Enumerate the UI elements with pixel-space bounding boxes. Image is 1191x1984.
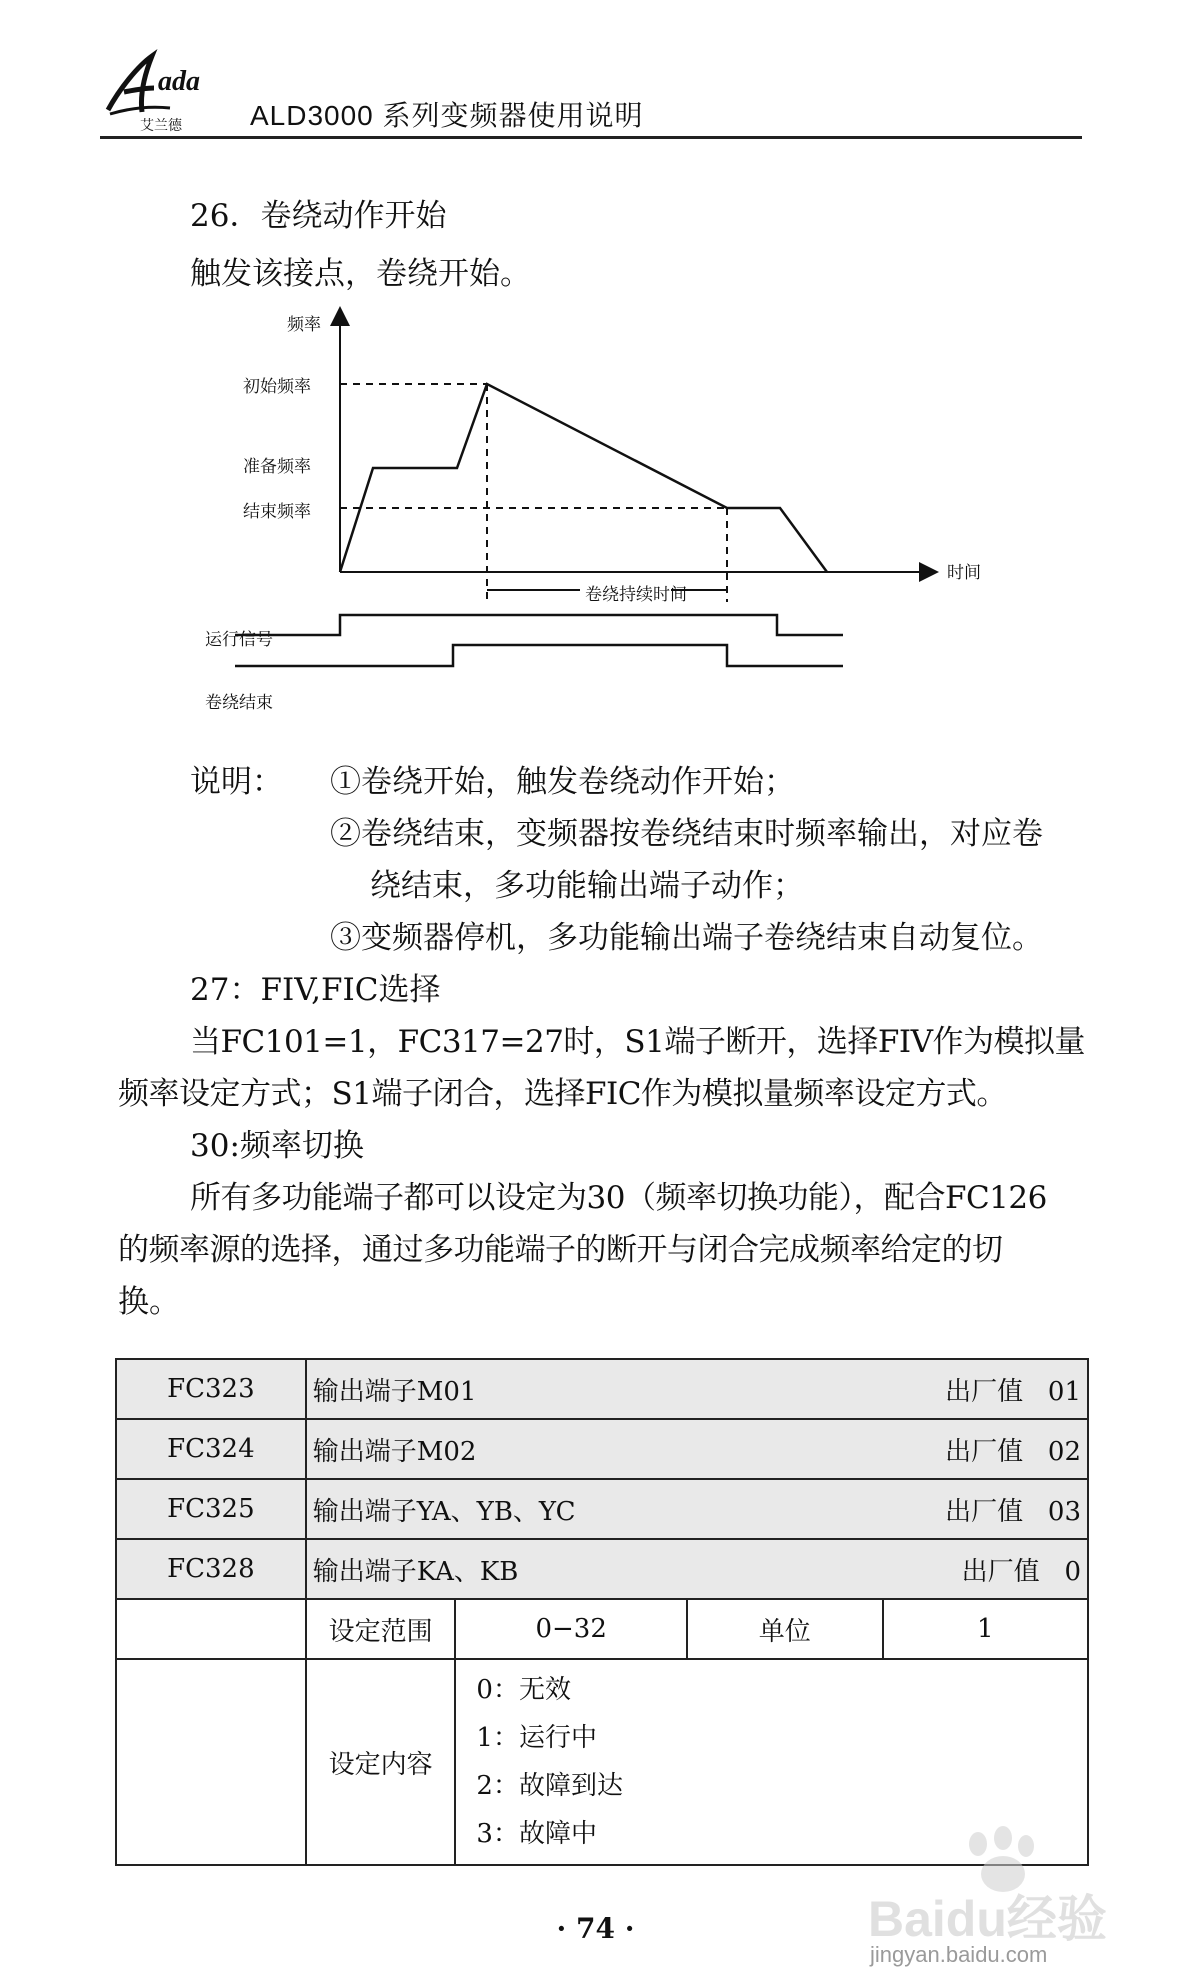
table-row: [116, 1479, 1088, 1539]
section-26-heading: 26．卷绕动作开始: [190, 198, 447, 234]
section-30-heading: 30:频率切换: [190, 1128, 364, 1164]
signal-label-winding-end: 卷绕结束: [205, 693, 273, 713]
note-3: ③变频器停机，多功能输出端子卷绕结束自动复位。: [330, 920, 1043, 956]
notes-label: 说明：: [190, 764, 283, 800]
param-code: FC325: [116, 1479, 306, 1539]
table-row: [116, 1419, 1088, 1479]
logo-text: ada: [158, 66, 200, 97]
section-27-line-2: 频率设定方式；S1端子闭合，选择FIC作为模拟量频率设定方式。: [118, 1076, 1007, 1112]
factory-value: 02: [1047, 1436, 1081, 1467]
table-row: [116, 1539, 1088, 1599]
level-label-initial: 初始频率: [243, 377, 311, 397]
factory-label: 出厂值: [945, 1496, 1024, 1527]
range-label: 设定范围: [306, 1599, 456, 1659]
x-axis-label: 时间: [947, 563, 981, 583]
signal-label-run: 运行信号: [205, 630, 273, 650]
level-label-ready: 准备频率: [243, 457, 311, 477]
section-30-line-3: 换。: [118, 1284, 180, 1320]
run-signal-waveform: [235, 615, 843, 635]
param-code: FC323: [116, 1359, 306, 1419]
table-row: [116, 1359, 1088, 1419]
param-code: FC324: [116, 1419, 306, 1479]
duration-label: 卷绕持续时间: [585, 585, 687, 605]
param-name-cell: [306, 1539, 1088, 1599]
option-item: 0：无效: [476, 1675, 571, 1705]
level-label-end: 结束频率: [243, 502, 311, 522]
section-26-description: 触发该接点，卷绕开始。: [190, 256, 531, 292]
company-logo: [100, 48, 240, 138]
param-name-cell: [306, 1419, 1088, 1479]
option-item: 3：故障中: [476, 1819, 597, 1849]
option-item: 1：运行中: [476, 1723, 597, 1753]
range-row: [116, 1599, 1088, 1659]
logo-subtext: 艾兰德: [140, 118, 182, 134]
note-2: ②卷绕结束，变频器按卷绕结束时频率输出，对应卷: [330, 816, 1043, 852]
option-item: 2：故障到达: [476, 1771, 623, 1801]
note-2-continued: 绕结束，多功能输出端子动作；: [370, 868, 804, 904]
watermark-url: jingyan.baidu.com: [870, 1942, 1048, 1967]
header-divider: [100, 136, 1082, 139]
factory-value: 01: [1047, 1376, 1081, 1407]
empty-cell: [116, 1659, 306, 1865]
param-name: 输出端子KA、KB: [312, 1556, 519, 1587]
note-1: ①卷绕开始，触发卷绕动作开始；: [330, 764, 795, 800]
param-name-cell: [306, 1479, 1088, 1539]
watermark-text: Baidu经验: [868, 1891, 1107, 1947]
winding-end-signal-waveform: [235, 645, 843, 666]
unit-value: 1: [883, 1599, 1089, 1659]
param-code: FC328: [116, 1539, 306, 1599]
page-number: · 74 ·: [556, 1912, 635, 1945]
param-name: 输出端子YA、YB、YC: [312, 1496, 576, 1527]
section-27-heading: 27：FIV,FIC选择: [190, 972, 441, 1008]
parameter-table: [115, 1358, 1089, 1866]
param-name-cell: [306, 1359, 1088, 1419]
empty-cell: [116, 1599, 306, 1659]
y-axis-label: 频率: [287, 315, 321, 335]
document-title: ALD3000 系列变频器使用说明: [250, 100, 644, 131]
frequency-curve: [340, 384, 827, 572]
content-label: 设定内容: [306, 1659, 456, 1865]
factory-label: 出厂值: [945, 1376, 1024, 1407]
factory-value: 0: [1064, 1556, 1081, 1587]
winding-timing-diagram: [195, 300, 981, 740]
unit-label: 单位: [687, 1599, 883, 1659]
param-name: 输出端子M01: [312, 1376, 477, 1407]
section-30-line-2: 的频率源的选择，通过多功能端子的断开与闭合完成频率给定的切: [118, 1232, 1003, 1268]
range-value: 0−32: [455, 1599, 687, 1659]
factory-value: 03: [1047, 1496, 1081, 1527]
factory-label: 出厂值: [945, 1436, 1024, 1467]
section-27-line-1: 当FC101=1，FC317=27时，S1端子断开，选择FIV作为模拟量: [190, 1024, 1086, 1060]
factory-label: 出厂值: [961, 1556, 1040, 1587]
param-name: 输出端子M02: [312, 1436, 477, 1467]
section-30-line-1: 所有多功能端子都可以设定为30（频率切换功能），配合FC126: [190, 1180, 1047, 1216]
